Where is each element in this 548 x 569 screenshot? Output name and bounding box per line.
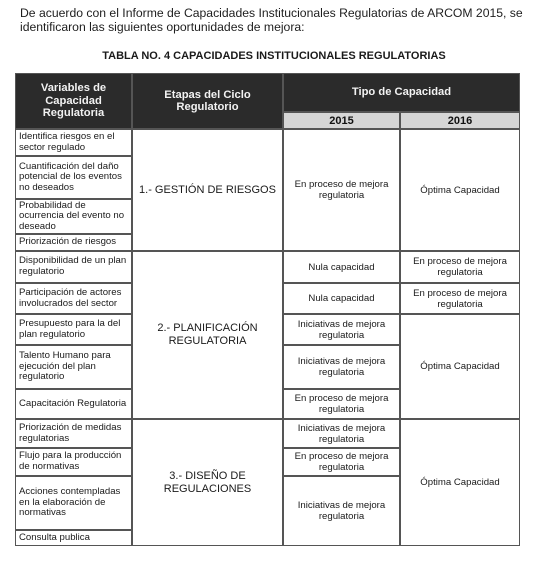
- variable-cell: Consulta publica: [15, 530, 132, 546]
- variable-cell: Presupuesto para la del plan regulatorio: [15, 314, 132, 345]
- variable-cell: Talento Humano para ejecución del plan regulatorio: [15, 345, 132, 389]
- variable-cell: Disponibilidad de un plan regulatorio: [15, 251, 132, 283]
- stage-cell: 1.- GESTIÓN DE RIESGOS: [132, 129, 283, 251]
- header-2015: 2015: [283, 112, 400, 129]
- capacity-2016-cell: Óptima Capacidad: [400, 314, 520, 419]
- capacity-2015-cell: Nula capacidad: [283, 283, 400, 314]
- stage-cell: 3.- DISEÑO DE REGULACIONES: [132, 419, 283, 546]
- variable-cell: Identifica riesgos en el sector regulado: [15, 129, 132, 156]
- capacity-table: [15, 73, 520, 546]
- capacity-2015-cell: Iniciativas de mejora regulatoria: [283, 345, 400, 389]
- stage-cell: 2.- PLANIFICACIÓN REGULATORIA: [132, 251, 283, 419]
- variable-cell: Priorización de riesgos: [15, 234, 132, 251]
- capacity-2015-cell: En proceso de mejora regulatoria: [283, 448, 400, 476]
- table-title: TABLA NO. 4 CAPACIDADES INSTITUCIONALES REGULATORIAS: [102, 50, 446, 62]
- capacity-2015-cell: Iniciativas de mejora regulatoria: [283, 314, 400, 345]
- header-tipo: Tipo de Capacidad: [283, 73, 520, 112]
- capacity-2015-cell: Iniciativas de mejora regulatoria: [283, 419, 400, 448]
- capacity-2015-cell: En proceso de mejora regulatoria: [283, 389, 400, 419]
- capacity-2016-cell: En proceso de mejora regulatoria: [400, 283, 520, 314]
- capacity-2016-cell: Óptima Capacidad: [400, 129, 520, 251]
- capacity-2016-cell: En proceso de mejora regulatoria: [400, 251, 520, 283]
- capacity-2015-cell: Nula capacidad: [283, 251, 400, 283]
- intro-paragraph: De acuerdo con el Informe de Capacidades Institucionales Regulatorias de ARCOM 2015, se identificaron las siguientes oportunidades de mejora:: [20, 6, 523, 34]
- variable-cell: Flujo para la producción de normativas: [15, 448, 132, 476]
- header-etapas: Etapas del Ciclo Regulatorio: [132, 73, 283, 129]
- capacity-2015-cell: Iniciativas de mejora regulatoria: [283, 476, 400, 546]
- capacity-2015-cell: En proceso de mejora regulatoria: [283, 129, 400, 251]
- variable-cell: Probabilidad de ocurrencia del evento no deseado: [15, 199, 132, 234]
- variable-cell: Acciones contempladas en la elaboración de normativas: [15, 476, 132, 530]
- header-2016: 2016: [400, 112, 520, 129]
- header-variables: Variables de Capacidad Regulatoria: [15, 73, 132, 129]
- variable-cell: Capacitación Regulatoria: [15, 389, 132, 419]
- capacity-2016-cell: Óptima Capacidad: [400, 419, 520, 546]
- variable-cell: Priorización de medidas regulatorias: [15, 419, 132, 448]
- variable-cell: Participación de actores involucrados del sector: [15, 283, 132, 314]
- variable-cell: Cuantificación del daño potencial de los eventos no deseados: [15, 156, 132, 199]
